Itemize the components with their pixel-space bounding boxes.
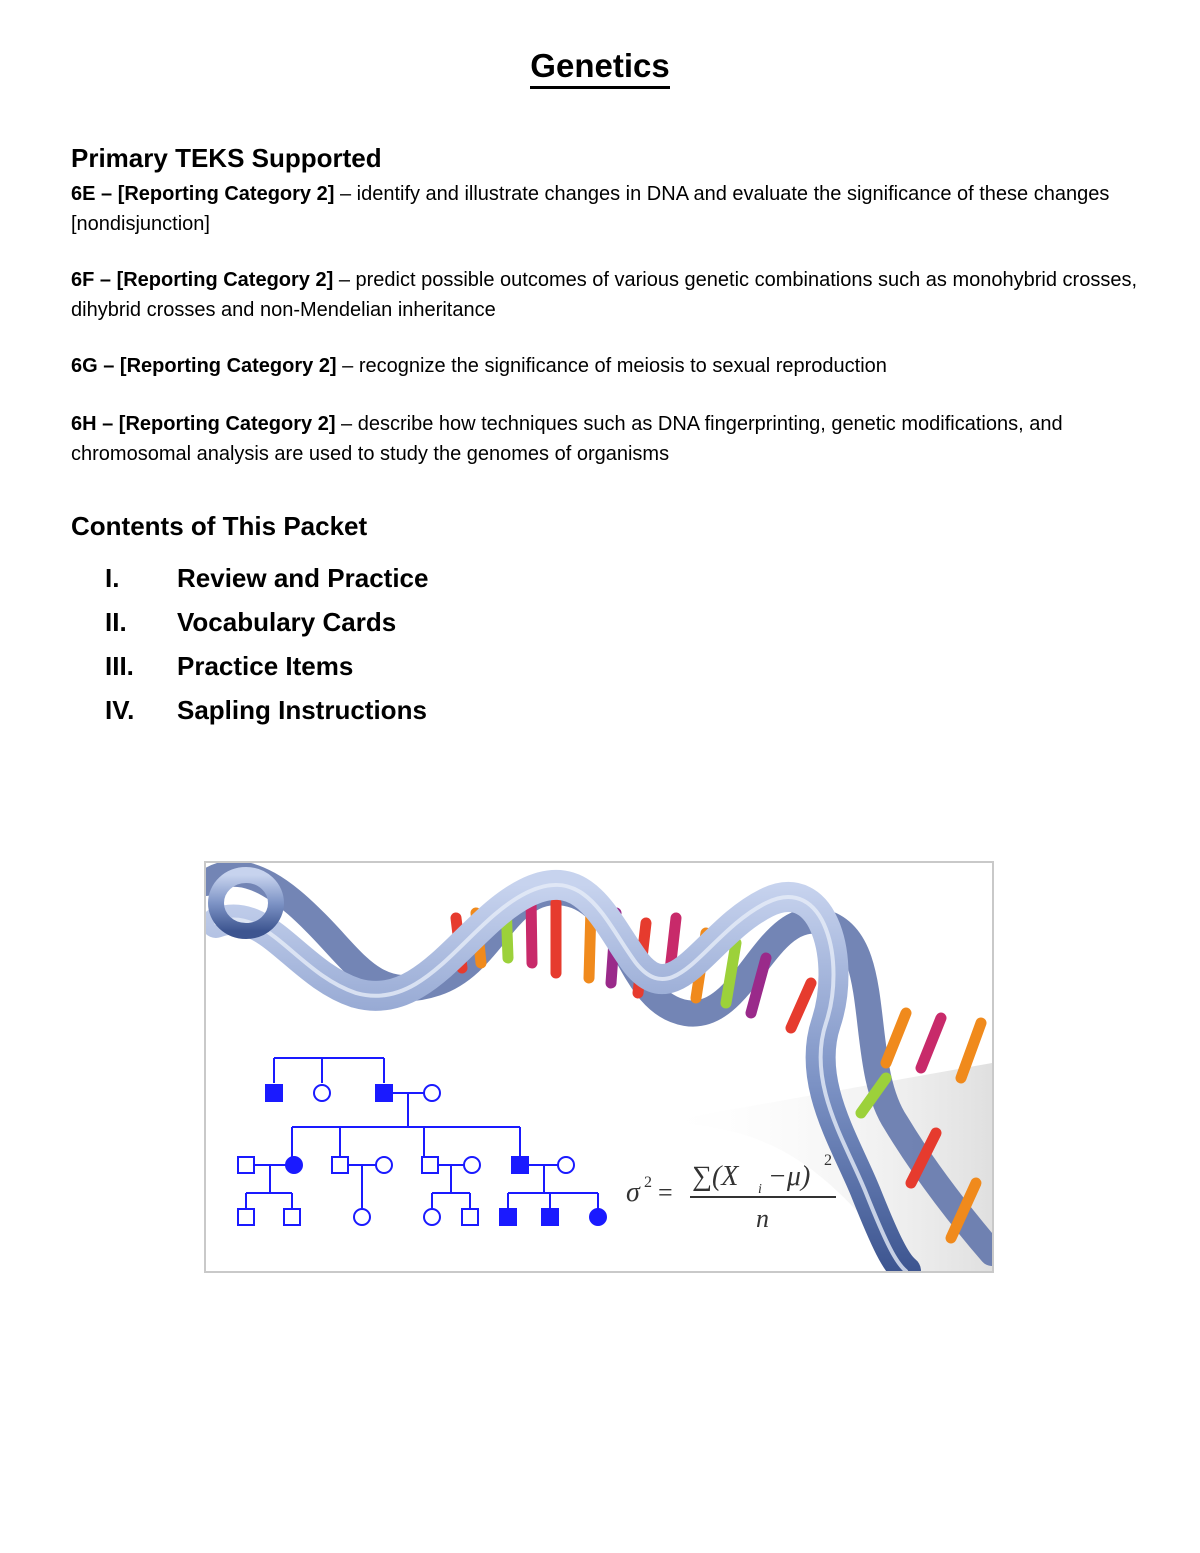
list-item-label: Vocabulary Cards xyxy=(177,606,397,637)
teks-text: – identify and illustrate changes in DNA and evaluate the significance of these changes [nondisjunction] xyxy=(71,183,1110,235)
genetics-illustration xyxy=(204,861,994,1273)
formula-equals: = xyxy=(658,1178,673,1207)
teks-code: 6G – [Reporting Category 2] xyxy=(71,355,337,377)
formula-numerator-exponent: 2 xyxy=(824,1152,832,1169)
page-title xyxy=(0,46,1200,89)
teks-text: – predict possible outcomes of various genetic combinations such as monohybrid crosses, dihybrid crosses and non-Mendelian inheritance xyxy=(71,269,1138,321)
list-item-label: Sapling Instructions xyxy=(177,694,427,725)
list-item xyxy=(105,600,428,644)
page-title-text: Genetics xyxy=(530,46,669,89)
formula-mu: −μ) xyxy=(768,1161,811,1192)
teks-item-6h xyxy=(71,409,1151,469)
list-item xyxy=(105,688,428,732)
formula-exponent: 2 xyxy=(644,1174,652,1191)
list-item-number: IV. xyxy=(105,694,135,725)
list-item-label: Review and Practice xyxy=(177,562,429,593)
teks-code: 6H – [Reporting Category 2] xyxy=(71,413,336,435)
formula-numerator: ∑(X xyxy=(692,1161,739,1192)
list-item-number: III. xyxy=(105,650,134,681)
teks-item-6g xyxy=(71,351,1151,381)
list-item-number: I. xyxy=(105,562,120,593)
pedigree-chart-icon xyxy=(238,1058,606,1225)
formula-sigma: σ xyxy=(626,1177,640,1208)
teks-code: 6E – [Reporting Category 2] xyxy=(71,183,335,205)
teks-item-6e xyxy=(71,179,1151,239)
contents-list xyxy=(105,556,428,732)
teks-text: – recognize the significance of meiosis to sexual reproduction xyxy=(336,355,887,377)
list-item-label: Practice Items xyxy=(177,650,354,681)
list-item xyxy=(105,556,428,600)
formula-denominator: n xyxy=(756,1204,769,1233)
variance-formula xyxy=(626,1152,836,1233)
teks-heading: Primary TEKS Supported xyxy=(71,143,382,173)
teks-code: 6F – [Reporting Category 2] xyxy=(71,269,334,291)
list-item xyxy=(105,644,428,688)
list-item-number: II. xyxy=(105,606,127,637)
teks-text: – describe how techniques such as DNA fingerprinting, genetic modifications, and chromosomal analysis are used to study the genomes of organisms xyxy=(71,413,1063,465)
contents-heading: Contents of This Packet xyxy=(71,511,368,541)
teks-item-6f xyxy=(71,265,1151,325)
formula-subscript: i xyxy=(758,1182,762,1197)
dna-pedigree-figure xyxy=(206,863,992,1271)
